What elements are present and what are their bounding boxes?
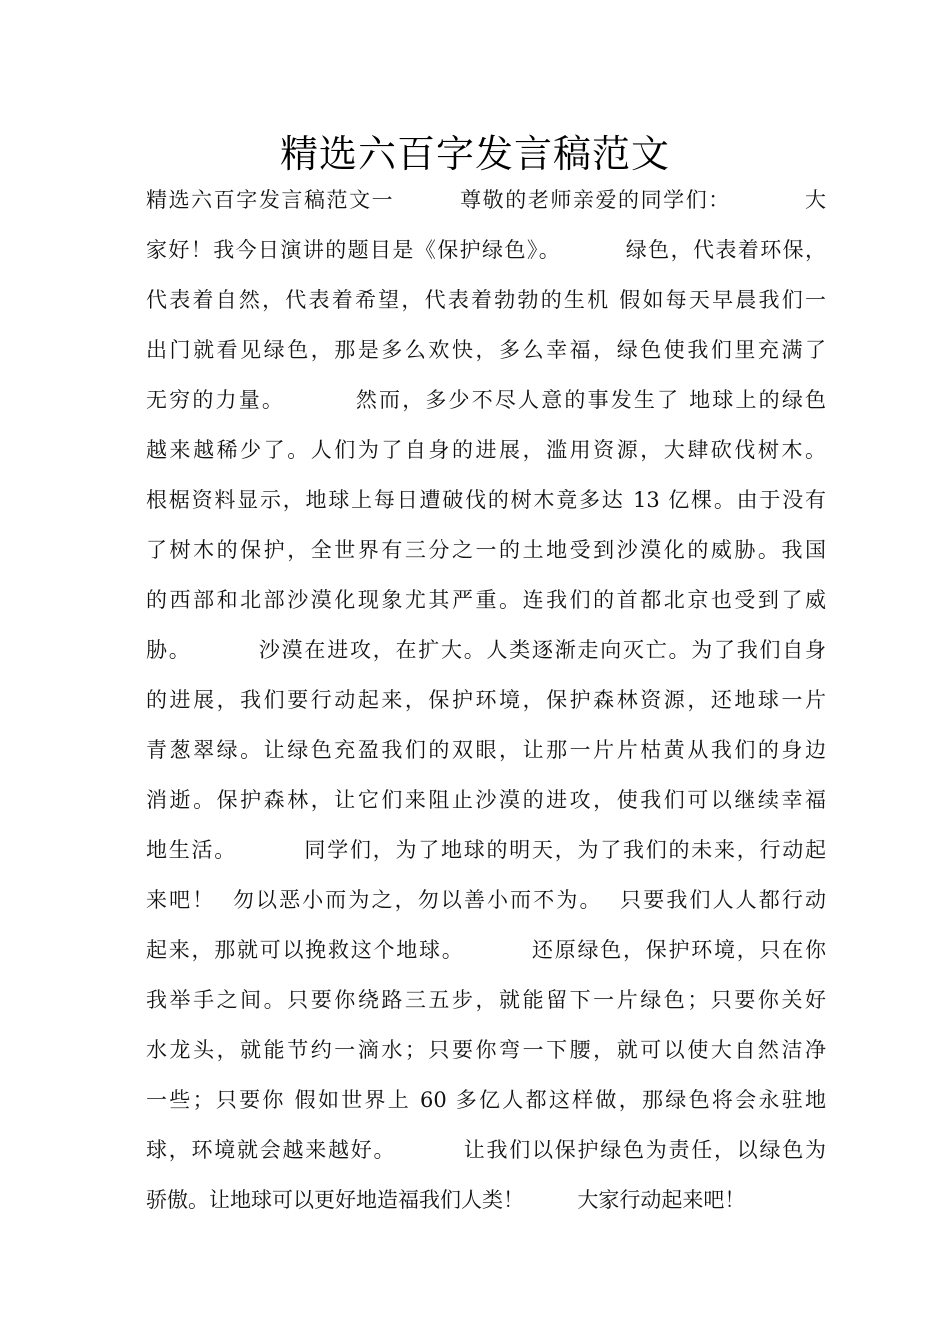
text-line: 骄傲。让地球可以更好地造福我们人类！ 大家行动起来吧！: [146, 1188, 746, 1212]
text-line: 胁。 沙漠在进攻，在扩大。人类逐渐走向灭亡。为了我们自身: [146, 638, 826, 662]
text-line: 家好！我今日演讲的题目是《保护绿色》。 绿色，代表着环保，: [146, 238, 826, 262]
text-line: 出门就看见绿色，那是多么欢快，多么幸福，绿色使我们里充满了: [146, 338, 826, 362]
text-line: 水龙头，就能节约一滴水；只要你弯一下腰，就可以使大自然洁净: [146, 1038, 826, 1062]
text-line: 一些；只要你 假如世界上 60 多亿人都这样做，那绿色将会永驻地: [146, 1088, 826, 1112]
text-line: 根椐资料显示，地球上每日遭破伐的树木竟多达 13 亿棵。由于没有: [146, 488, 826, 512]
text-line: 无穷的力量。 然而，多少不尽人意的事发生了 地球上的绿色: [146, 388, 826, 412]
document-title: 精选六百字发言稿范文: [279, 132, 670, 176]
text-line: 了树木的保护，全世界有三分之一的土地受到沙漠化的威胁。我国: [146, 538, 826, 562]
text-line: 起来，那就可以挽救这个地球。 还原绿色，保护环境，只在你: [146, 938, 826, 962]
text-line: 我举手之间。只要你绕路三五步，就能留下一片绿色；只要你关好: [146, 988, 826, 1012]
text-line: 的进展，我们要行动起来，保护环境，保护森林资源，还地球一片: [146, 688, 826, 712]
text-line: 球，环境就会越来越好。 让我们以保护绿色为责任，以绿色为: [146, 1138, 826, 1162]
text-line: 代表着自然，代表着希望，代表着勃勃的生机 假如每天早晨我们一: [146, 288, 826, 312]
text-line: 青葱翠绿。让绿色充盈我们的双眼，让那一片片枯黄从我们的身边: [146, 738, 826, 762]
text-line: 来吧！ 勿以恶小而为之，勿以善小而不为。 只要我们人人都行动: [146, 888, 826, 912]
text-line: 的西部和北部沙漠化现象尤其严重。连我们的首都北京也受到了威: [146, 588, 826, 612]
text-line: 越来越稀少了。人们为了自身的进展，滥用资源，大肆砍伐树木。: [146, 438, 826, 462]
text-line: 地生活。 同学们，为了地球的明天，为了我们的未来，行动起: [146, 838, 826, 862]
document-body: [146, 178, 826, 1228]
text-line: 精选六百字发言稿范文一 尊敬的老师亲爱的同学们： 大: [146, 188, 826, 212]
text-line: 消逝。保护森林，让它们来阻止沙漠的进攻，使我们可以继续幸福: [146, 788, 826, 812]
